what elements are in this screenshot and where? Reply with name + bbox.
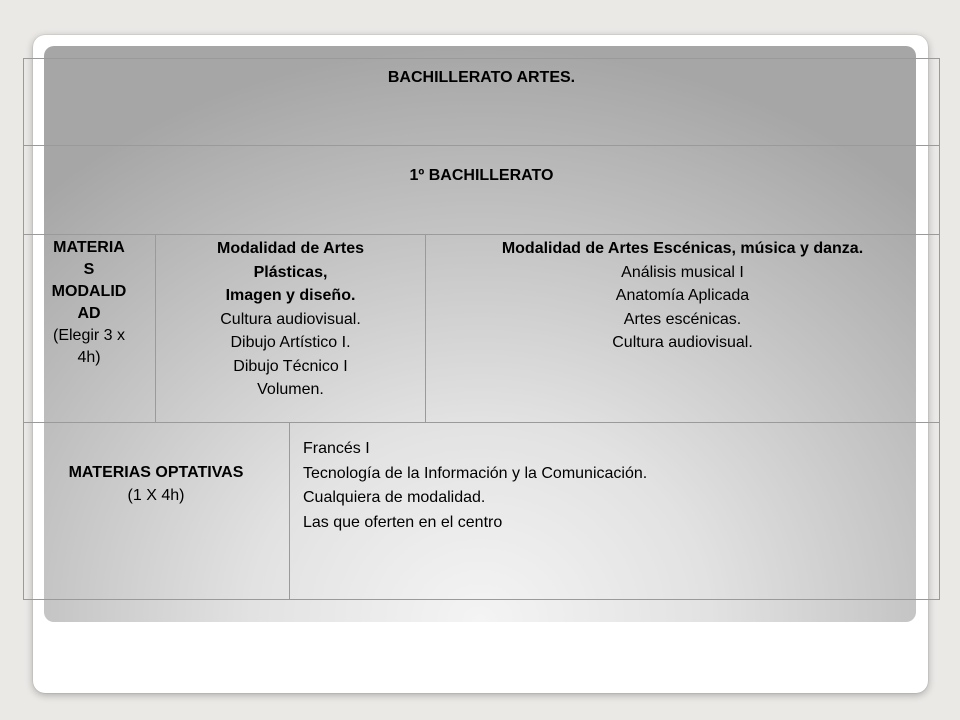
table-border-bottom: [23, 599, 940, 600]
artes-plasticas-heading-line: Modalidad de Artes: [217, 240, 364, 257]
materias-modalidad-heading-line: S: [83, 261, 95, 278]
table-title: [23, 67, 940, 88]
artes-plasticas-heading-line: Plásticas,: [253, 263, 328, 281]
artes-plasticas-heading-line: Imagen y diseño.: [225, 287, 356, 304]
row-divider-2: [23, 234, 940, 235]
artes-plasticas-item: Dibujo Artístico I.: [230, 334, 351, 351]
optativas-item: Francés I: [303, 440, 370, 457]
optativas-item: Tecnología de la Información y la Comunicación.: [303, 464, 648, 482]
optativas-heading: MATERIAS OPTATIVAS: [68, 464, 244, 481]
artes-plasticas-item: Dibujo Técnico I: [233, 357, 348, 375]
subjects-table: [23, 58, 940, 600]
col-divider-3: [289, 422, 290, 600]
optativas-list-cell: [303, 437, 933, 535]
artes-plasticas-item: Cultura audiovisual.: [220, 310, 361, 328]
materias-modalidad-cell: [23, 237, 155, 369]
artes-escenicas-cell: [426, 237, 939, 355]
materias-modalidad-note-line: 4h): [77, 349, 101, 366]
row-divider-1: [23, 145, 940, 146]
title-text: BACHILLERATO ARTES.: [387, 69, 576, 86]
materias-modalidad-note-line: (Elegir 3 x: [52, 327, 126, 344]
artes-escenicas-item: Anatomía Aplicada: [615, 287, 750, 304]
materias-modalidad-heading-line: MATERIA: [53, 239, 125, 256]
row-divider-3: [23, 422, 940, 423]
artes-plasticas-cell: [156, 237, 425, 402]
table-border-top: [23, 58, 940, 59]
artes-escenicas-heading: Modalidad de Artes Escénicas, música y danza.: [501, 240, 864, 257]
table-border-right: [939, 58, 940, 600]
optativas-note: (1 X 4h): [127, 487, 185, 504]
optativas-label-cell: [23, 461, 289, 507]
subtitle-text: 1º BACHILLERATO: [409, 167, 554, 184]
artes-plasticas-item: Volumen.: [257, 381, 324, 398]
artes-escenicas-item: Artes escénicas.: [623, 310, 742, 328]
materias-modalidad-heading-line: MODALID: [51, 283, 127, 300]
optativas-item: Las que oferten en el centro: [303, 513, 503, 531]
artes-escenicas-item: Análisis musical I: [621, 263, 744, 281]
optativas-item: Cualquiera de modalidad.: [303, 489, 486, 506]
materias-modalidad-heading-line: AD: [77, 305, 101, 322]
artes-escenicas-item: Cultura audiovisual.: [612, 334, 753, 351]
table-subtitle: [23, 165, 940, 186]
